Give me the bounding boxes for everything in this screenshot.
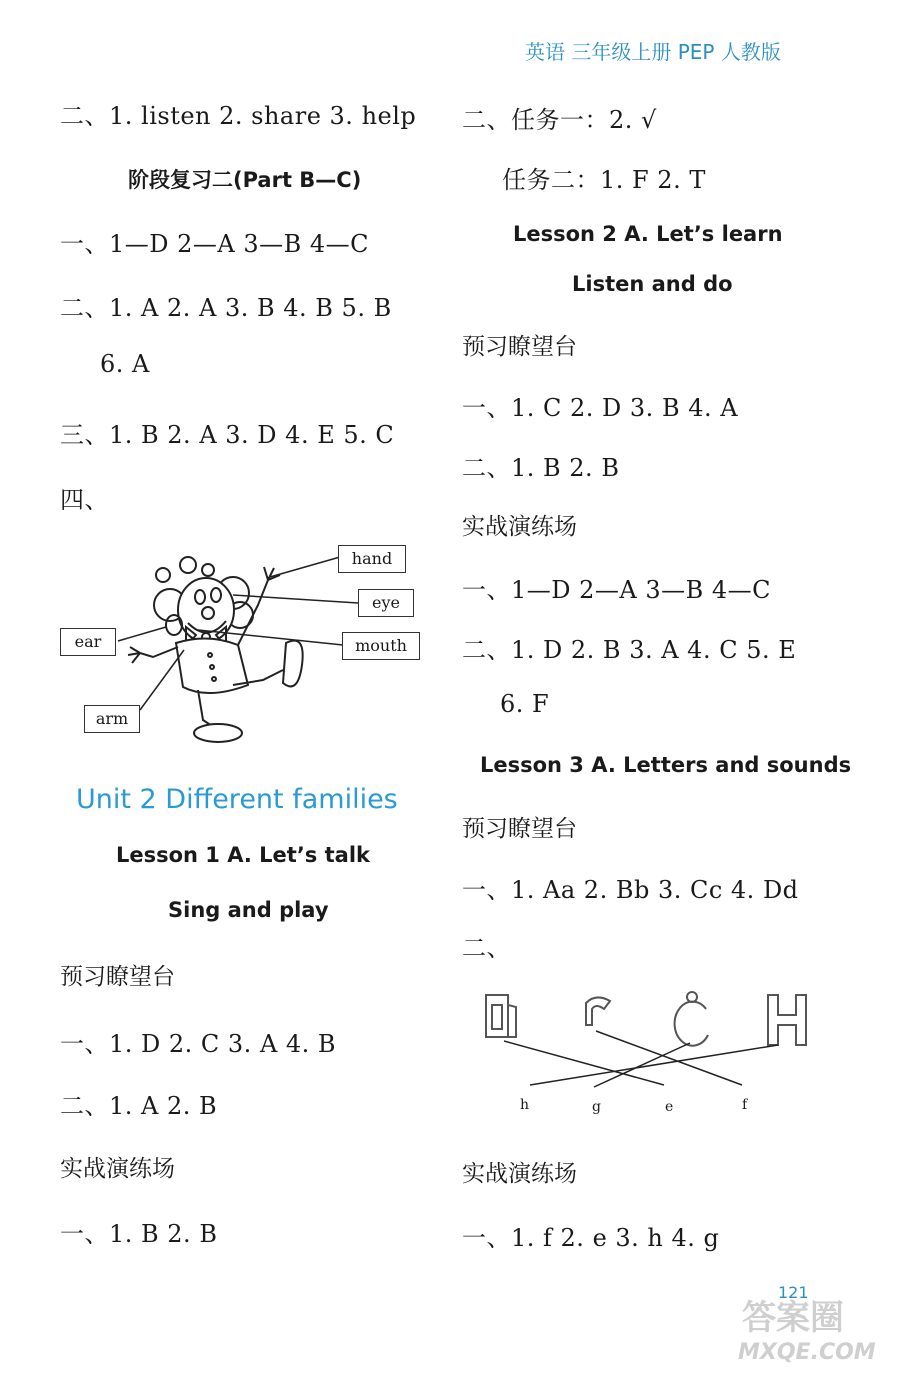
match-letter: e — [665, 1099, 674, 1115]
page-header: 英语 三年级上册 PEP 人教版 — [525, 40, 781, 64]
answer-line: 一、1. Aa 2. Bb 3. Cc 4. Dd — [462, 876, 799, 904]
answer-line: 一、1—D 2—A 3—B 4—C — [60, 230, 370, 258]
letter-matching-illustration — [478, 985, 828, 1120]
label-hand: hand — [338, 545, 406, 573]
lesson-subtitle: Sing and play — [168, 898, 329, 922]
label-eye: eye — [358, 589, 414, 617]
answer-line: 一、1—D 2—A 3—B 4—C — [462, 576, 772, 604]
watermark-logo: 答案圈 — [742, 1298, 844, 1338]
match-letter: g — [592, 1099, 601, 1115]
answer-line: 二、1. A 2. A 3. B 4. B 5. B — [60, 294, 392, 322]
answer-line: 三、1. B 2. A 3. D 4. E 5. C — [60, 421, 395, 449]
label-arm: arm — [84, 705, 140, 733]
section-label: 预习瞭望台 — [462, 334, 577, 360]
answer-line: 二、1. B 2. B — [462, 454, 620, 482]
section-heading: 阶段复习二(Part B—C) — [128, 168, 362, 192]
section-label: 预习瞭望台 — [60, 964, 175, 990]
page-number: 121 — [778, 1283, 809, 1302]
answer-line: 一、1. f 2. e 3. h 4. g — [462, 1224, 720, 1252]
answer-line: 6. A — [100, 350, 150, 378]
section-label: 实战演练场 — [60, 1156, 175, 1182]
answer-line: 二、1. listen 2. share 3. help — [60, 102, 417, 130]
match-letter: f — [742, 1097, 748, 1113]
answer-line: 二、 — [462, 934, 511, 962]
match-letter: h — [520, 1097, 530, 1113]
lesson-title: Lesson 2 A. Let’s learn — [513, 222, 783, 246]
answer-line: 四、 — [60, 486, 109, 514]
answer-line: 任务二：1. F 2. T — [502, 166, 706, 194]
answer-line: 一、1. B 2. B — [60, 1220, 218, 1248]
answer-line: 6. F — [500, 690, 550, 718]
section-label: 实战演练场 — [462, 514, 577, 540]
answer-line: 二、任务一：2. √ — [462, 106, 657, 134]
clown-figure — [58, 535, 428, 750]
unit-title: Unit 2 Different families — [76, 784, 398, 815]
lesson-title: Lesson 3 A. Letters and sounds — [480, 753, 852, 777]
section-label: 预习瞭望台 — [462, 816, 577, 842]
answer-line: 二、1. A 2. B — [60, 1092, 218, 1120]
answer-line: 一、1. D 2. C 3. A 4. B — [60, 1030, 337, 1058]
lesson-title: Lesson 1 A. Let’s talk — [116, 843, 370, 867]
watermark-url: MXQE.COM — [738, 1340, 876, 1365]
label-ear: ear — [60, 628, 116, 656]
answer-line: 一、1. C 2. D 3. B 4. A — [462, 394, 739, 422]
lesson-subtitle: Listen and do — [572, 272, 733, 296]
section-label: 实战演练场 — [462, 1161, 577, 1187]
letter-matching-figure — [478, 985, 828, 1120]
answer-line: 二、1. D 2. B 3. A 4. C 5. E — [462, 636, 797, 664]
label-mouth: mouth — [342, 632, 420, 660]
